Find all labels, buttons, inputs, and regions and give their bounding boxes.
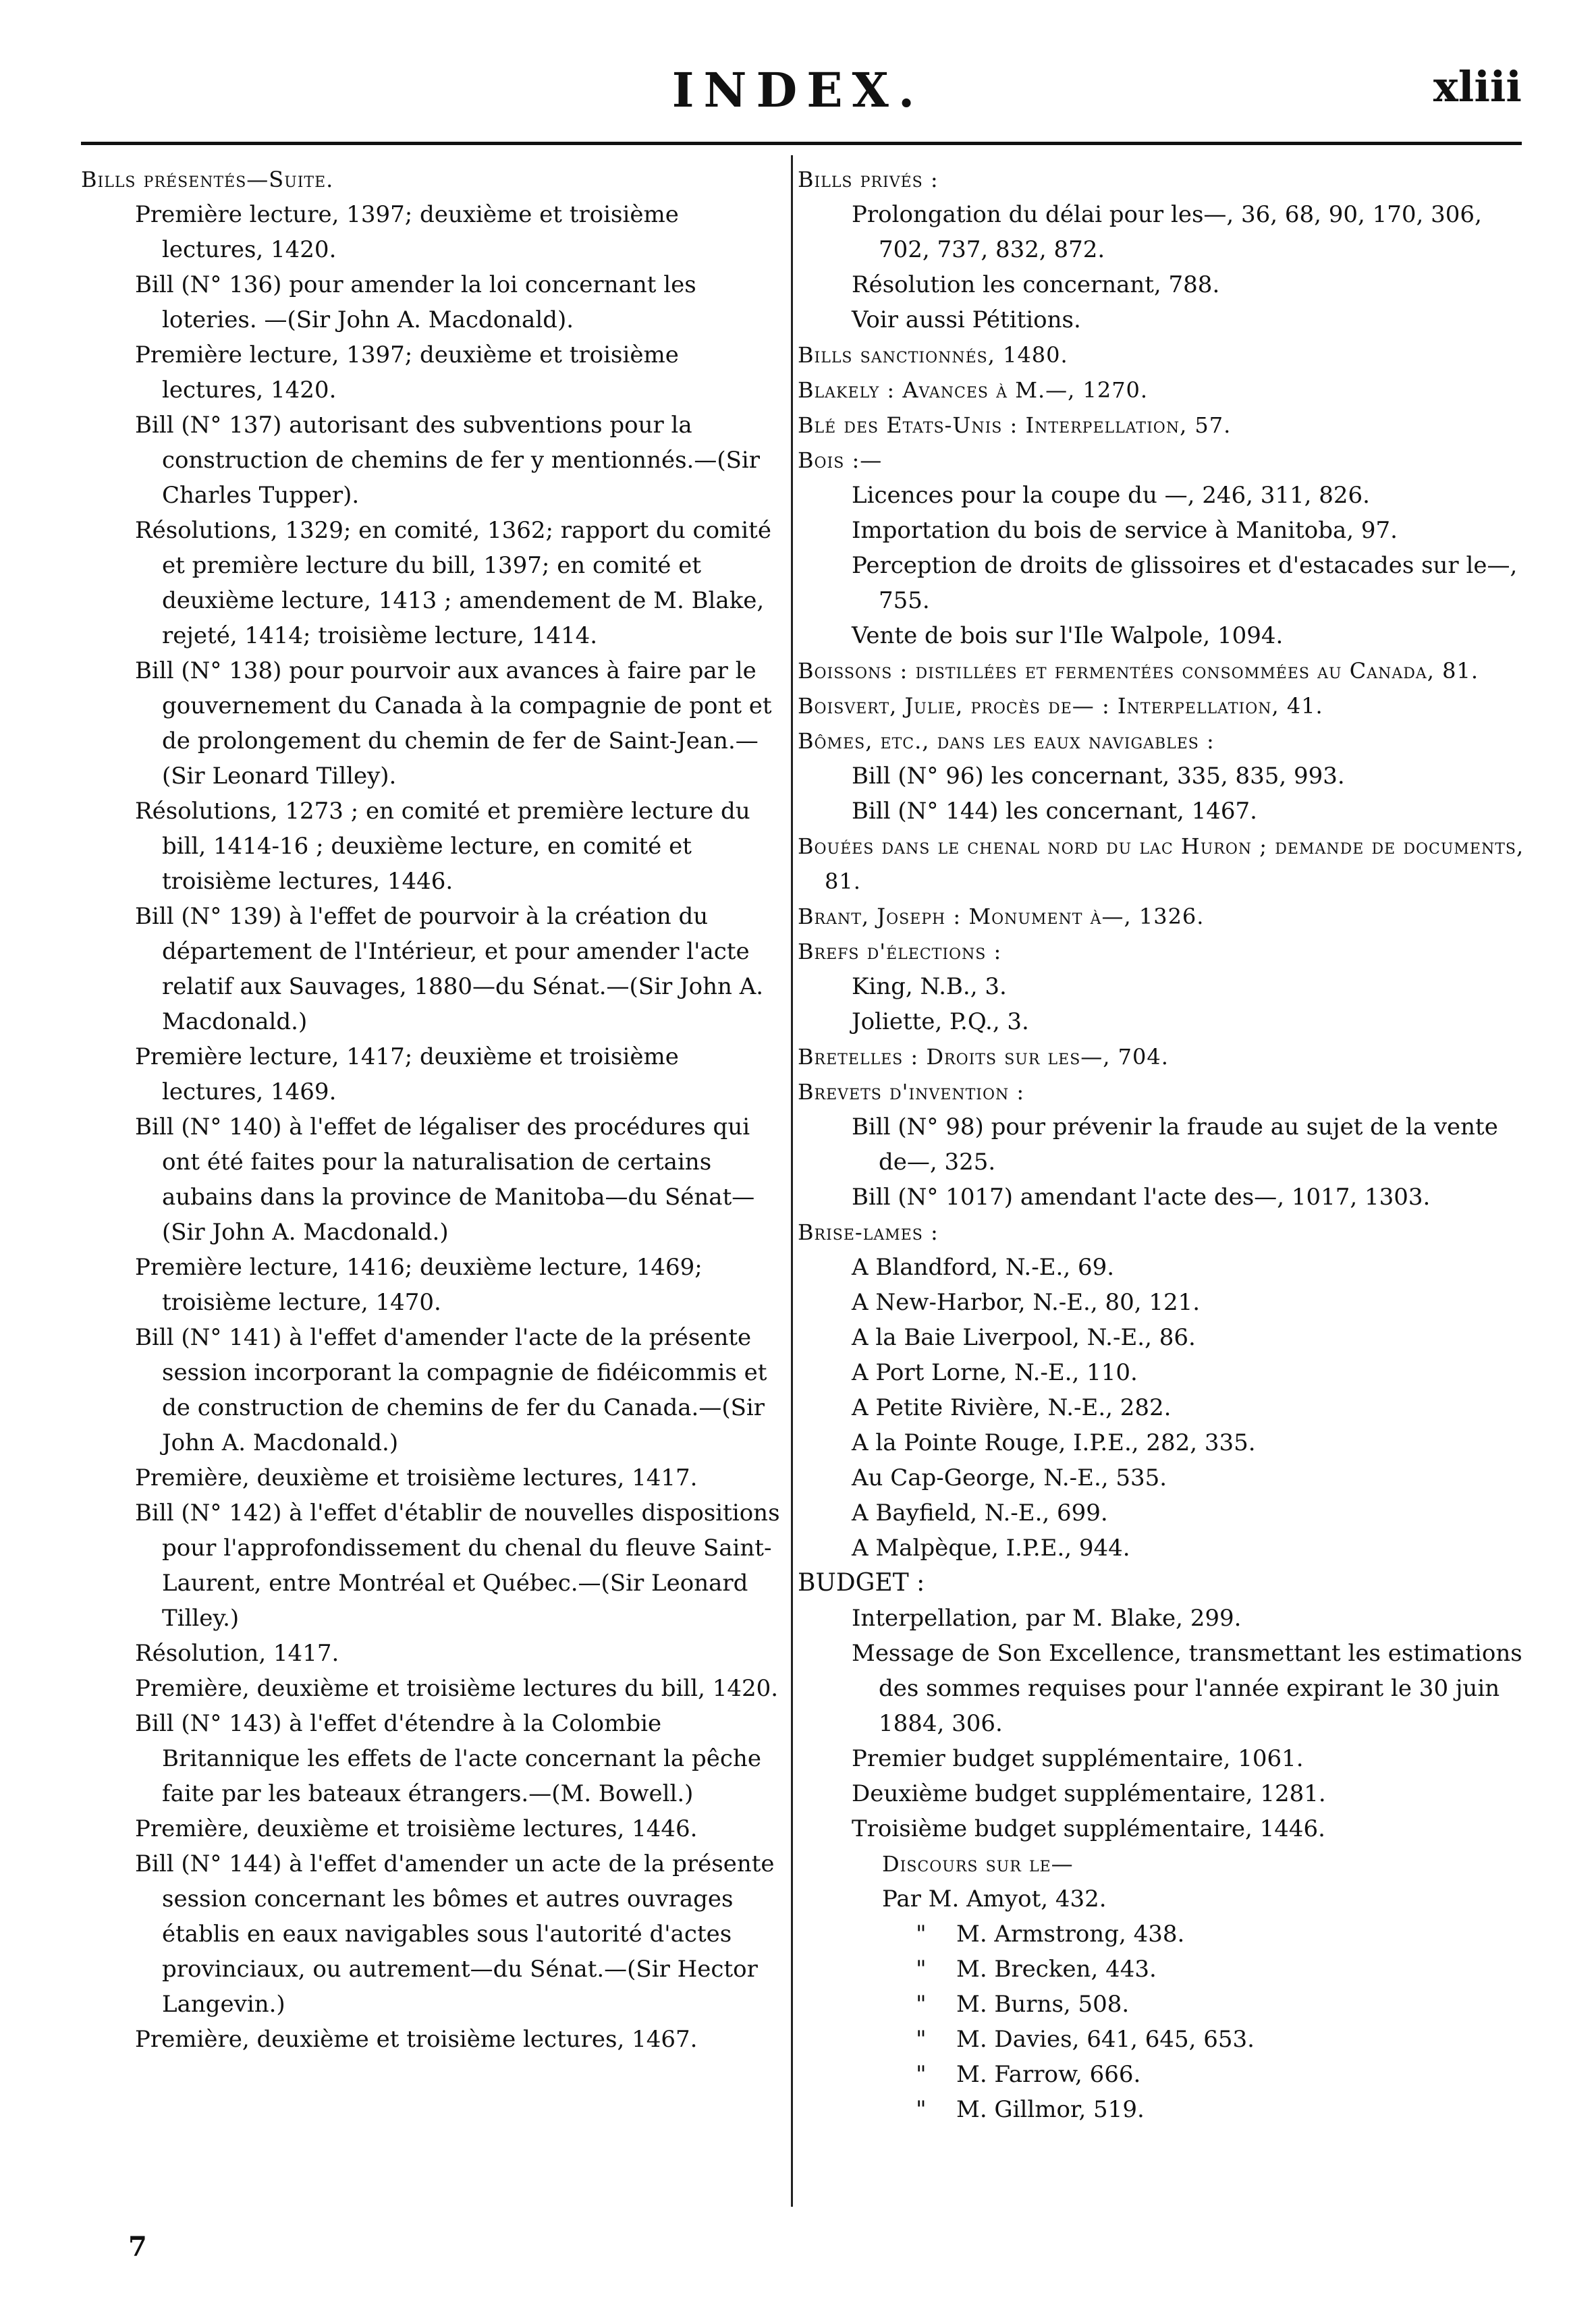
ditto-mark: " (916, 1991, 927, 2018)
index-entry-text: Première lecture, 1417; deuxième et troisième lectures, 1469. (135, 1043, 679, 1105)
index-entry (81, 1460, 783, 1495)
column-divider (791, 155, 793, 2207)
index-entry-text: Discours sur le— (882, 1851, 1074, 1877)
ditto-mark: " (916, 2061, 927, 2088)
index-entry (798, 794, 1526, 829)
index-entry-text: Première, deuxième et troisième lectures, 1417. (135, 1464, 698, 1491)
index-entry-text: Bills sanctionnés, 1480. (798, 342, 1068, 368)
index-entry-text: Brise-lames : (798, 1219, 939, 1245)
index-entry-text: M. Armstrong, 438. (956, 1921, 1185, 1948)
index-entry-text: Bômes, etc., dans les eaux navigables : (798, 728, 1215, 754)
index-entry-text: Blé des Etats-Unis : Interpellation, 57. (798, 412, 1232, 438)
index-entry (798, 337, 1526, 373)
index-entry (81, 1671, 783, 1706)
index-entry-text: Bill (N° 136) pour amender la loi concernant les loteries. —(Sir John A. Macdonald). (135, 271, 696, 333)
index-entry (81, 653, 783, 794)
index-entry (798, 1811, 1526, 1846)
index-entry (798, 1320, 1526, 1355)
index-entry (81, 1846, 783, 2022)
index-entry (798, 1601, 1526, 1636)
index-entry (798, 1741, 1526, 1776)
index-entry (81, 162, 783, 197)
index-entry-text: A New-Harbor, N.-E., 80, 121. (852, 1289, 1201, 1316)
index-entry-text: A Petite Rivière, N.-E., 282. (852, 1394, 1172, 1421)
index-entry-text: Bills présentés—Suite. (81, 167, 334, 192)
index-entry-text: A Malpèque, I.P.E., 944. (852, 1535, 1130, 1562)
ditto-mark: " (916, 2026, 927, 2053)
index-entry (798, 1531, 1526, 1566)
index-entry-text: M. Gillmor, 519. (956, 2096, 1145, 2123)
index-entry-text: A la Pointe Rouge, I.P.E., 282, 335. (852, 1429, 1256, 1456)
index-entry-text: M. Brecken, 443. (956, 1956, 1157, 1983)
index-entry (798, 1460, 1526, 1495)
index-entry (798, 1987, 1526, 2022)
index-entry (798, 618, 1526, 653)
index-entry-text: Bills privés : (798, 167, 939, 192)
index-entry-text: Bretelles : Droits sur les—, 704. (798, 1044, 1169, 1070)
index-entry-text: Bill (N° 98) pour prévenir la fraude au sujet de la vente de—, 325. (852, 1113, 1498, 1176)
index-entry (81, 1706, 783, 1811)
index-entry (798, 1215, 1526, 1250)
index-entry-text: A Blandford, N.-E., 69. (852, 1254, 1115, 1281)
index-entry (798, 548, 1526, 618)
index-entry (798, 1074, 1526, 1109)
index-entry-text: Première, deuxième et troisième lectures, 1446. (135, 1815, 698, 1842)
index-entry-text: Message de Son Excellence, transmettant les estimations des sommes requises pour l'année expirant le 30 juin 1884, 306. (852, 1640, 1522, 1737)
index-entry-text: Première lecture, 1416; deuxième lecture, 1469; troisième lecture, 1470. (135, 1254, 703, 1316)
index-entry-text: Première, deuxième et troisième lectures du bill, 1420. (135, 1675, 779, 1702)
page-number: xliii (1433, 62, 1522, 111)
left-column (81, 162, 783, 2057)
index-entry (798, 1109, 1526, 1180)
index-entry-text: Brant, Joseph : Monument à—, 1326. (798, 904, 1205, 929)
index-entry (81, 513, 783, 653)
page-header (0, 0, 1596, 135)
index-entry (81, 1320, 783, 1460)
index-entry (81, 1109, 783, 1250)
index-entry (81, 197, 783, 267)
index-entry (81, 1250, 783, 1320)
index-entry-text: Bois :— (798, 447, 883, 473)
index-entry (798, 2057, 1526, 2092)
index-entry-text: M. Burns, 508. (956, 1991, 1130, 2018)
index-entry-text: A Bayfield, N.-E., 699. (852, 1500, 1108, 1527)
index-entry-text: Boisvert, Julie, procès de— : Interpellation, 41. (798, 693, 1323, 719)
index-entry (798, 2092, 1526, 2127)
index-entry-text: Bill (N° 143) à l'effet d'étendre à la Colombie Britannique les effets de l'acte concernant la pêche faite par les bateaux étrangers.—(M. Bowell.) (135, 1710, 761, 1807)
index-entry-text: Résolutions, 1329; en comité, 1362; rapport du comité et première lecture du bill, 1397; en comité et deuxième lecture, 1413 ; amendement de M. Blake, rejeté, 1414; troisième lecture, 1414. (135, 517, 771, 649)
index-entry (798, 1881, 1526, 1917)
index-entry (798, 2022, 1526, 2057)
index-entry (81, 267, 783, 337)
index-entry-text: Première, deuxième et troisième lectures, 1467. (135, 2026, 698, 2053)
index-entry-text: Brevets d'invention : (798, 1079, 1025, 1105)
index-entry-text: Vente de bois sur l'Ile Walpole, 1094. (852, 622, 1284, 649)
index-entry (798, 1846, 1526, 1881)
index-entry-text: A la Baie Liverpool, N.-E., 86. (852, 1324, 1196, 1351)
index-entry-text: Résolution les concernant, 788. (852, 271, 1220, 298)
index-entry-text: Bouées dans le chenal nord du lac Huron ; demande de documents, 81. (798, 833, 1524, 894)
index-entry (798, 653, 1526, 688)
index-entry (798, 723, 1526, 759)
index-entry (798, 759, 1526, 794)
index-entry-text: Bill (N° 96) les concernant, 335, 835, 993. (852, 763, 1345, 790)
index-entry (798, 934, 1526, 969)
index-entry (798, 1425, 1526, 1460)
index-entry-text: Bill (N° 144) les concernant, 1467. (852, 798, 1257, 825)
index-entry (81, 1495, 783, 1636)
index-entry-text: Bill (N° 144) à l'effet d'amender un acte de la présente session concernant les bômes et autres ouvrages établis en eaux navigables sous l'autorité d'actes provinciaux, ou autrement—du Sénat.—(Sir Hector Langevin.) (135, 1850, 775, 2018)
index-entry-text: BUDGET : (798, 1569, 925, 1597)
ditto-mark: " (916, 1921, 927, 1948)
ditto-mark: " (916, 2096, 927, 2123)
index-entry (798, 1776, 1526, 1811)
index-entry-text: Par M. Amyot, 432. (882, 1886, 1107, 1913)
index-entry (798, 1390, 1526, 1425)
index-entry (798, 1039, 1526, 1074)
signature-mark: 7 (128, 2231, 147, 2263)
index-entry (798, 373, 1526, 408)
index-entry-text: Prolongation du délai pour les—, 36, 68, 90, 170, 306, 702, 737, 832, 872. (852, 201, 1482, 263)
index-entry (798, 1004, 1526, 1039)
index-entry (798, 513, 1526, 548)
index-entry-text: Bill (N° 140) à l'effet de légaliser des procédures qui ont été faites pour la naturalisation de certains aubains dans la province de Manitoba—du Sénat—(Sir John A. Macdonald.) (135, 1113, 755, 1246)
index-entry (798, 1180, 1526, 1215)
index-entry-text: Boissons : distillées et fermentées consommées au Canada, 81. (798, 658, 1479, 684)
index-entry (798, 267, 1526, 302)
index-entry (798, 899, 1526, 934)
index-entry (798, 302, 1526, 337)
index-entry (798, 197, 1526, 267)
index-entry-text: Importation du bois de service à Manitoba, 97. (852, 517, 1398, 544)
index-entry (798, 443, 1526, 478)
index-entry (798, 1285, 1526, 1320)
index-entry (798, 1917, 1526, 1952)
index-entry (81, 899, 783, 1039)
index-entry-text: Deuxième budget supplémentaire, 1281. (852, 1780, 1326, 1807)
index-entry (81, 2022, 783, 2057)
ditto-mark: " (916, 1956, 927, 1983)
right-column (798, 162, 1526, 2127)
index-entry-text: Résolutions, 1273 ; en comité et première lecture du bill, 1414-16 ; deuxième lecture, en comité et troisième lectures, 1446. (135, 798, 750, 895)
page-title: INDEX. (671, 62, 925, 118)
index-entry-text: Brefs d'élections : (798, 939, 1002, 964)
index-entry-text: Blakely : Avances à M.—, 1270. (798, 377, 1149, 403)
index-entry (798, 1250, 1526, 1285)
index-entry-text: Bill (N° 1017) amendant l'acte des—, 1017, 1303. (852, 1184, 1431, 1211)
index-entry-text: Interpellation, par M. Blake, 299. (852, 1605, 1242, 1632)
index-entry-text: Bill (N° 139) à l'effet de pourvoir à la création du département de l'Intérieur, et pour amender l'acte relatif aux Sauvages, 1880—du Sénat.—(Sir John A. Macdonald.) (135, 903, 764, 1035)
index-entry-text: King, N.B., 3. (852, 973, 1007, 1000)
index-entry (81, 337, 783, 408)
index-entry (81, 1811, 783, 1846)
index-entry-text: M. Davies, 641, 645, 653. (956, 2026, 1255, 2053)
index-entry (798, 829, 1526, 899)
index-entry-text: Au Cap-George, N.-E., 535. (852, 1464, 1167, 1491)
index-entry-text: Première lecture, 1397; deuxième et troisième lectures, 1420. (135, 341, 679, 404)
index-entry (81, 794, 783, 899)
index-entry-text: Perception de droits de glissoires et d'estacades sur le—, 755. (852, 552, 1518, 614)
index-entry-text: Première lecture, 1397; deuxième et troisième lectures, 1420. (135, 201, 679, 263)
index-entry-text: A Port Lorne, N.-E., 110. (852, 1359, 1138, 1386)
index-entry-text: Licences pour la coupe du —, 246, 311, 826. (852, 482, 1370, 509)
index-entry (798, 688, 1526, 723)
index-entry-text: Joliette, P.Q., 3. (852, 1008, 1029, 1035)
index-entry (798, 1952, 1526, 1987)
index-entry-text: Résolution, 1417. (135, 1640, 339, 1667)
index-entry (81, 1039, 783, 1109)
index-entry-text: Premier budget supplémentaire, 1061. (852, 1745, 1304, 1772)
index-entry-text: Troisième budget supplémentaire, 1446. (852, 1815, 1325, 1842)
index-entry (798, 408, 1526, 443)
index-entry (798, 969, 1526, 1004)
index-entry-text: Bill (N° 138) pour pourvoir aux avances à faire par le gouvernement du Canada à la compagnie de pont et de prolongement du chemin de fer de Saint-Jean.—(Sir Leonard Tilley). (135, 657, 772, 790)
index-entry (798, 1566, 1526, 1601)
index-entry (81, 408, 783, 513)
index-entry-text: Bill (N° 137) autorisant des subventions pour la construction de chemins de fer y mentionnés.—(Sir Charles Tupper). (135, 412, 761, 509)
index-entry (798, 478, 1526, 513)
index-entry (81, 1636, 783, 1671)
header-rule (81, 142, 1522, 145)
index-entry-text: Voir aussi Pétitions. (852, 306, 1081, 333)
index-entry (798, 1495, 1526, 1531)
index-entry-text: M. Farrow, 666. (956, 2061, 1141, 2088)
index-entry-text: Bill (N° 141) à l'effet d'amender l'acte de la présente session incorporant la compagnie de fidéicommis et de construction de chemins de fer du Canada.—(Sir John A. Macdonald.) (135, 1324, 767, 1456)
index-entry (798, 1355, 1526, 1390)
index-entry-text: Bill (N° 142) à l'effet d'établir de nouvelles dispositions pour l'approfondissement du chenal du fleuve Saint-Laurent, entre Montréal et Québec.—(Sir Leonard Tilley.) (135, 1500, 780, 1632)
index-entry (798, 1636, 1526, 1741)
index-entry (798, 162, 1526, 197)
